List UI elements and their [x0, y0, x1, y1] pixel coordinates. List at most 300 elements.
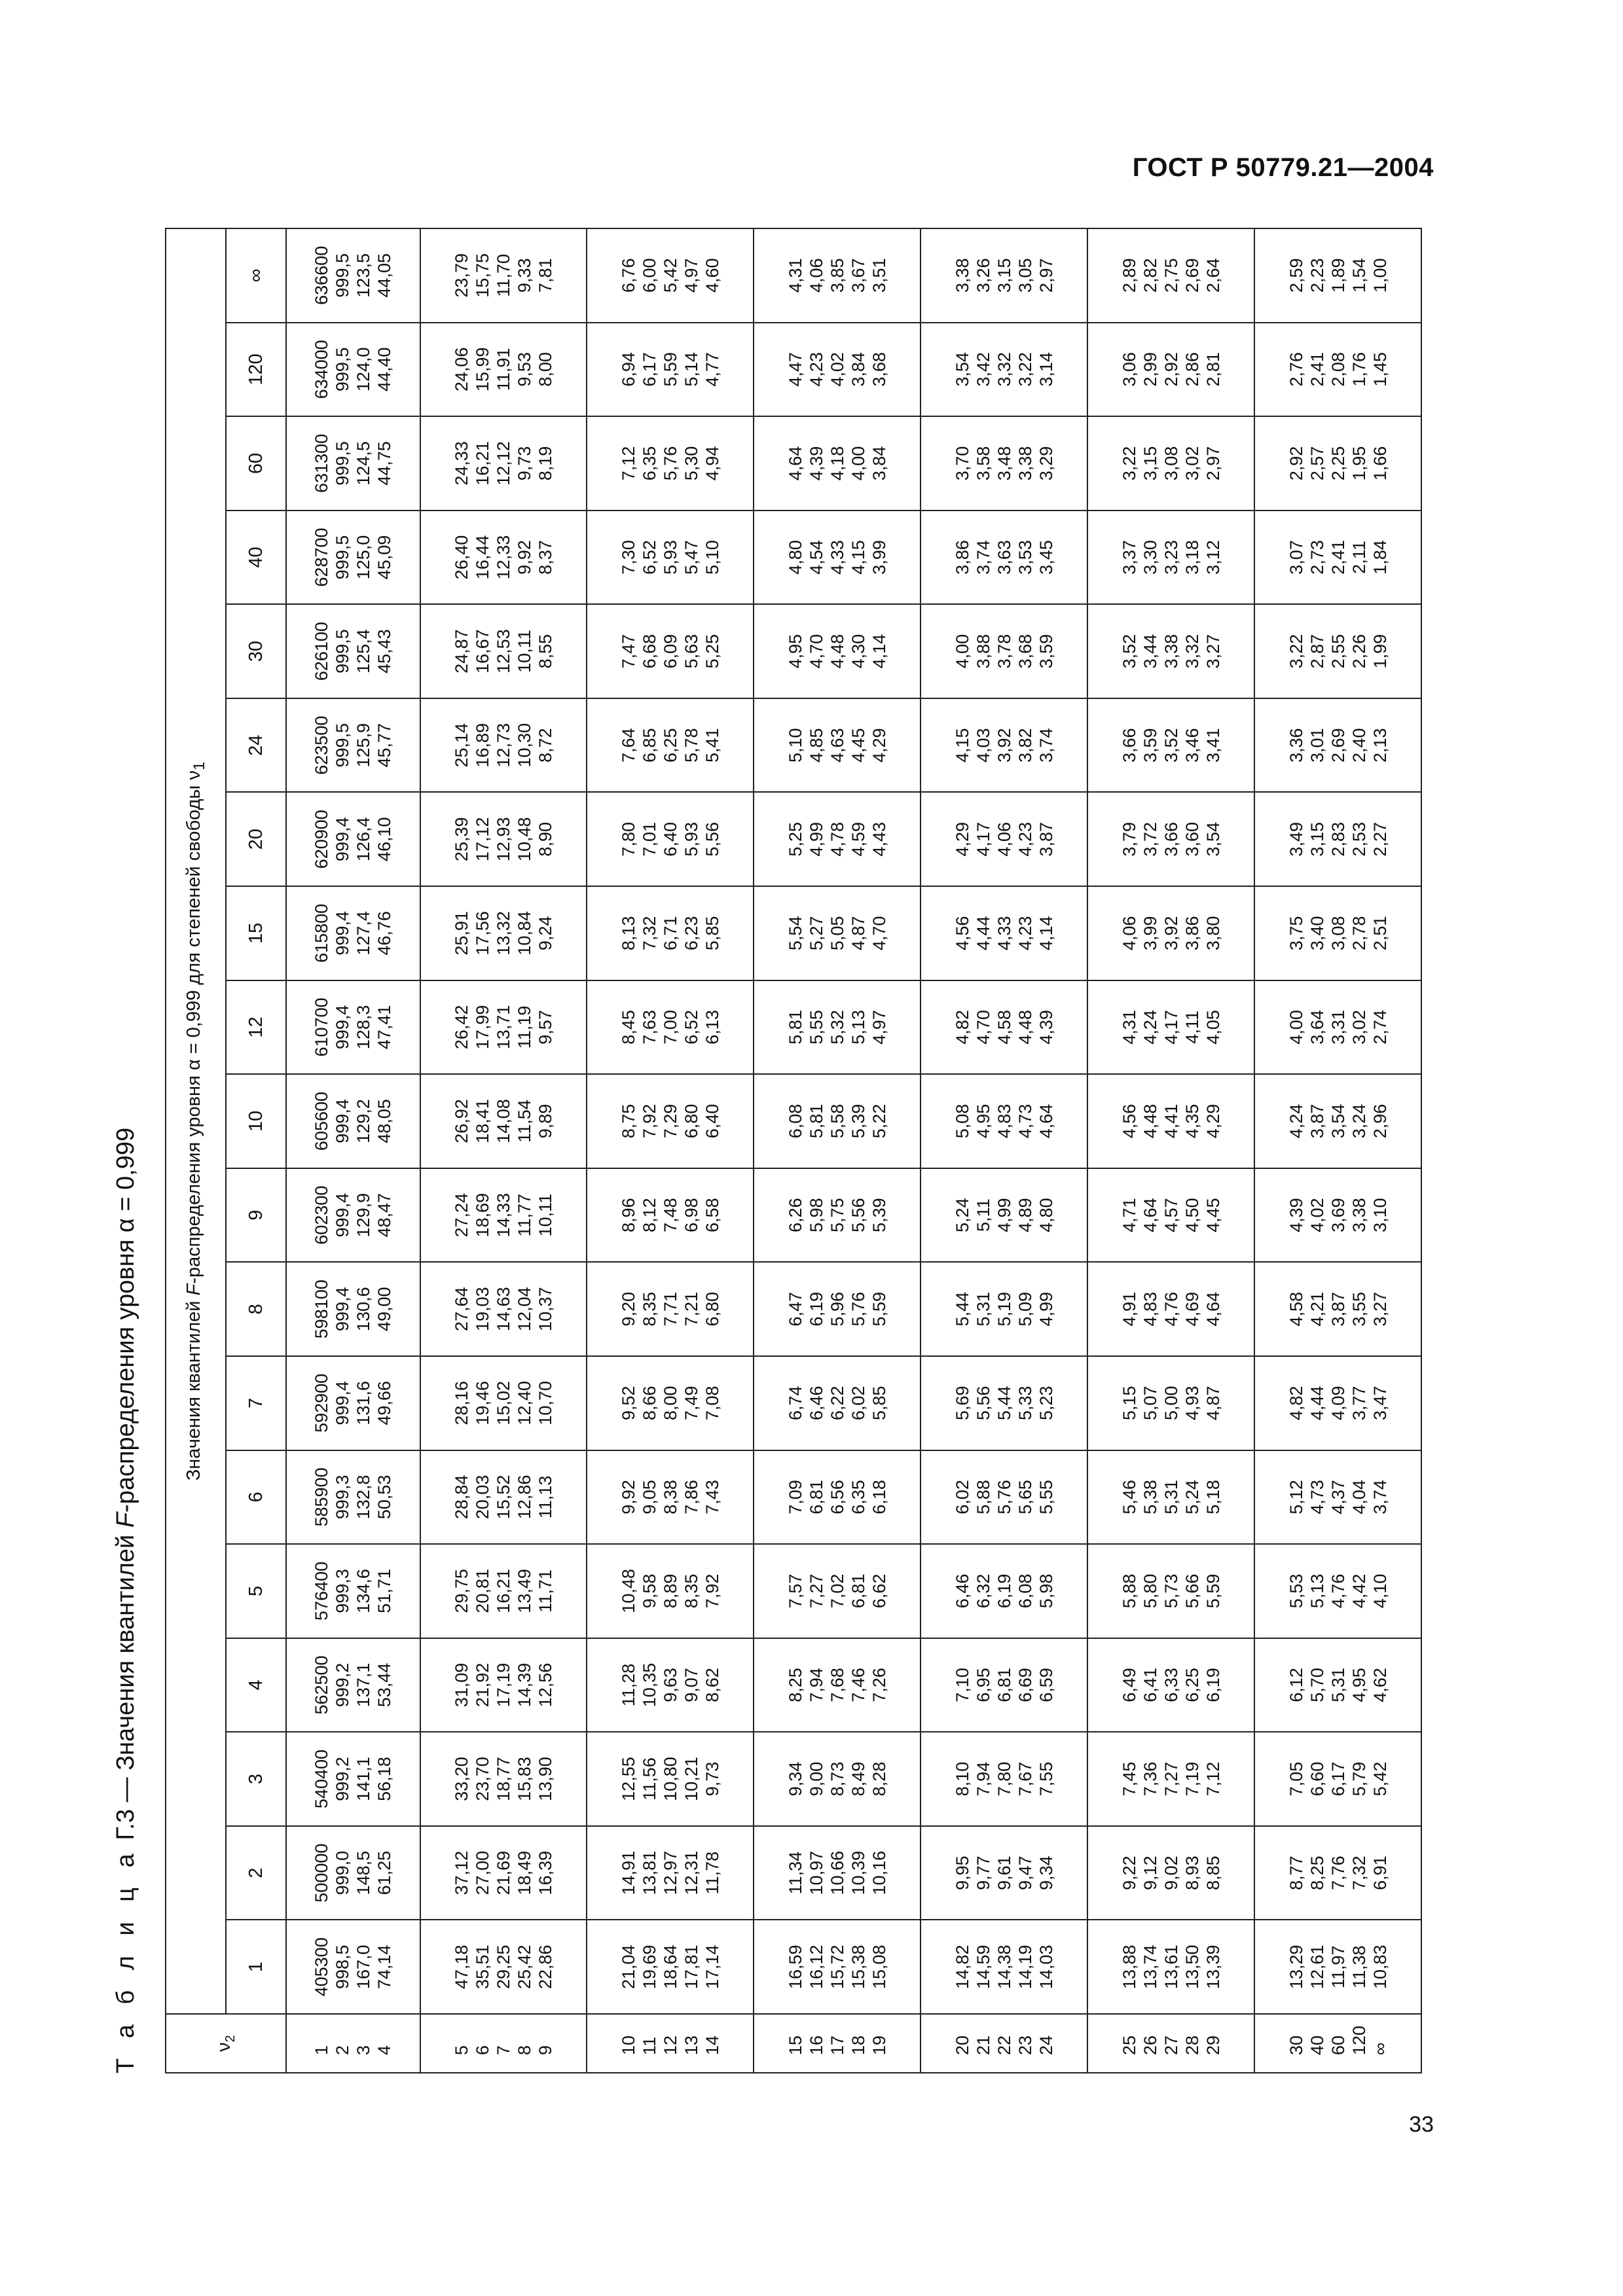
- quantile-value: 9,34: [785, 1761, 805, 1797]
- quantile-value: 13,88: [1119, 1945, 1139, 1989]
- quantile-value: 4,80: [785, 540, 805, 575]
- quantile-value: 3,32: [1182, 634, 1202, 669]
- quantile-value: 13,32: [494, 911, 513, 956]
- quantile-value: 20,81: [473, 1569, 492, 1613]
- quantile-value: 4,14: [1036, 916, 1056, 951]
- quantile-value: 6,74: [785, 1386, 805, 1421]
- v1-column-header: 12: [226, 980, 286, 1075]
- quantile-value: 6,71: [660, 916, 680, 951]
- caption-number: Г.3: [112, 1809, 139, 1840]
- quantile-value: 6,13: [702, 1010, 722, 1045]
- quantile-cell: [587, 886, 754, 980]
- quantile-value: 3,49: [1286, 822, 1306, 857]
- quantile-cell: [286, 1074, 420, 1168]
- quantile-cell: [420, 1920, 587, 2014]
- quantile-value: 5,75: [827, 1198, 847, 1232]
- quantile-value: 5,39: [848, 1103, 868, 1139]
- quantile-value: 2,99: [1140, 352, 1160, 387]
- quantile-value: 9,58: [639, 1573, 659, 1609]
- quantile-cell: [587, 1826, 754, 1920]
- quantile-value: 7,27: [806, 1573, 826, 1609]
- quantile-value: 4,73: [1015, 1103, 1035, 1139]
- nu2-values-cell: [1087, 2014, 1254, 2073]
- quantile-value: 18,49: [515, 1850, 534, 1895]
- quantile-value: 2,97: [1203, 446, 1223, 481]
- quantile-value: 6,08: [1015, 1573, 1035, 1609]
- quantile-value: 6,52: [639, 540, 659, 575]
- quantile-value: 7,48: [660, 1198, 680, 1232]
- v1-column-header: 24: [226, 698, 286, 793]
- quantile-value: 3,54: [1203, 822, 1223, 857]
- quantile-value: 14,39: [515, 1662, 534, 1708]
- quantile-cell: [1254, 698, 1421, 793]
- quantile-value: 3,38: [1161, 634, 1181, 669]
- quantile-value: 620900: [312, 810, 332, 869]
- quantile-value: 10,83: [1370, 1945, 1390, 1989]
- quantile-value: 125,4: [354, 629, 374, 673]
- v1-column-header: 2: [226, 1826, 286, 1920]
- quantile-value: 6,35: [639, 446, 659, 481]
- quantile-value: 23,79: [452, 253, 471, 298]
- quantile-value: 124,5: [354, 441, 374, 486]
- quantile-value: 4,56: [1119, 1103, 1139, 1139]
- quantile-value: 5,18: [1203, 1480, 1223, 1515]
- quantile-value: 602300: [312, 1185, 332, 1245]
- quantile-value: 4,54: [806, 540, 826, 575]
- quantile-value: 7,08: [702, 1386, 722, 1421]
- quantile-value: 6,49: [1119, 1668, 1139, 1702]
- group-header-part2: -распределения уровня α = 0,999 для степеней свободы ν: [183, 770, 204, 1284]
- quantile-value: 5,09: [1015, 1291, 1035, 1327]
- quantile-value: 15,52: [494, 1475, 513, 1520]
- quantile-value: 1,99: [1370, 634, 1390, 669]
- quantile-cell: [754, 1826, 921, 1920]
- group-header-part1: Значения квантилей: [183, 1295, 204, 1481]
- quantile-value: 6,25: [1182, 1668, 1202, 1702]
- quantile-value: 5,69: [952, 1386, 972, 1421]
- quantile-value: 615800: [312, 903, 332, 963]
- quantile-value: 14,08: [494, 1099, 513, 1143]
- quantile-value: 6,85: [639, 728, 659, 762]
- quantile-value: 7,32: [639, 916, 659, 951]
- nu2-value: 11: [639, 2036, 659, 2055]
- quantile-cell: [1087, 228, 1254, 323]
- quantile-value: 6,18: [869, 1480, 889, 1515]
- quantile-value: 3,02: [1349, 1010, 1369, 1045]
- quantile-cell: [1254, 1920, 1421, 2014]
- quantile-value: 141,1: [354, 1757, 374, 1801]
- quantile-cell: [921, 698, 1087, 793]
- quantile-value: 4,04: [1349, 1480, 1369, 1515]
- quantile-value: 44,75: [374, 441, 395, 486]
- quantile-cell: [420, 1450, 587, 1545]
- quantile-value: 12,93: [494, 817, 513, 862]
- quantile-value: 9,89: [536, 1103, 555, 1139]
- quantile-value: 124,0: [354, 347, 374, 392]
- quantile-cell: [921, 1262, 1087, 1356]
- quantile-value: 500000: [312, 1843, 332, 1903]
- quantile-value: 585900: [312, 1467, 332, 1527]
- quantile-value: 610700: [312, 997, 332, 1057]
- quantile-value: 47,41: [374, 1005, 395, 1050]
- quantile-value: 5,47: [681, 540, 701, 575]
- quantile-cell: [420, 604, 587, 698]
- quantile-value: 6,19: [994, 1573, 1014, 1609]
- quantile-cell: [286, 1920, 420, 2014]
- rotated-table-area: [105, 228, 1427, 2093]
- quantile-value: 6,17: [639, 352, 659, 387]
- quantile-value: 10,16: [869, 1850, 889, 1895]
- quantile-value: 5,13: [848, 1010, 868, 1045]
- quantile-value: 4,64: [1140, 1198, 1160, 1232]
- quantile-value: 405300: [312, 1937, 332, 1997]
- quantile-value: 13,39: [1203, 1945, 1223, 1989]
- quantile-value: 5,76: [848, 1291, 868, 1327]
- quantile-value: 6,25: [660, 728, 680, 762]
- quantile-value: 5,27: [806, 916, 826, 951]
- quantile-cell: [1254, 604, 1421, 698]
- quantile-value: 5,55: [1036, 1480, 1056, 1515]
- quantile-cell: [1254, 1450, 1421, 1545]
- quantile-value: 8,49: [848, 1761, 868, 1797]
- quantile-value: 11,97: [1328, 1945, 1348, 1988]
- nu2-values-cell: [921, 2014, 1087, 2073]
- quantile-value: 7,12: [618, 446, 638, 481]
- quantile-value: 4,00: [848, 446, 868, 481]
- quantile-value: 3,15: [1307, 822, 1327, 857]
- quantile-value: 126,4: [354, 817, 374, 862]
- quantile-cell: [921, 1920, 1087, 2014]
- quantile-value: 16,39: [536, 1850, 555, 1895]
- quantile-value: 1,76: [1349, 352, 1369, 387]
- document-code: ГОСТ Р 50779.21—2004: [1132, 153, 1434, 182]
- quantile-value: 8,90: [536, 822, 555, 857]
- quantile-value: 11,56: [639, 1757, 659, 1801]
- quantile-value: 999,4: [333, 1287, 353, 1331]
- quantile-value: 29,25: [494, 1945, 513, 1989]
- quantile-value: 5,24: [952, 1198, 972, 1232]
- quantile-value: 999,4: [333, 817, 353, 862]
- quantile-value: 3,44: [1140, 634, 1160, 669]
- quantile-value: 18,69: [473, 1193, 492, 1238]
- caption-rest: -распределения уровня α = 0,999: [112, 1127, 139, 1513]
- quantile-value: 13,81: [639, 1850, 659, 1895]
- quantile-value: 6,91: [1370, 1856, 1390, 1890]
- quantile-value: 4,02: [827, 352, 847, 387]
- quantile-cell: [1087, 698, 1254, 793]
- quantile-value: 8,12: [639, 1198, 659, 1232]
- nu2-value: 6: [473, 2045, 492, 2055]
- quantile-cell: [754, 1262, 921, 1356]
- quantile-value: 127,4: [354, 911, 374, 956]
- quantile-value: 1,89: [1328, 258, 1348, 293]
- quantile-value: 4,97: [681, 258, 701, 293]
- quantile-value: 5,81: [785, 1010, 805, 1045]
- quantile-value: 4,17: [973, 822, 993, 857]
- quantile-value: 4,93: [1182, 1386, 1202, 1421]
- v1-column-header: 120: [226, 323, 286, 417]
- quantile-value: 6,26: [785, 1198, 805, 1232]
- quantile-value: 6,62: [869, 1573, 889, 1609]
- quantile-value: 12,53: [494, 629, 513, 673]
- quantile-cell: [754, 604, 921, 698]
- quantile-value: 134,6: [354, 1569, 374, 1613]
- quantile-value: 45,77: [374, 723, 395, 768]
- quantile-value: 3,27: [1203, 634, 1223, 669]
- quantile-cell: [420, 1826, 587, 1920]
- quantile-value: 18,64: [660, 1945, 680, 1989]
- v1-column-header: 15: [226, 886, 286, 980]
- quantile-value: 2,92: [1286, 446, 1306, 481]
- quantile-cell: [921, 511, 1087, 605]
- quantile-value: 4,57: [1161, 1198, 1181, 1232]
- quantile-value: 9,00: [806, 1761, 826, 1797]
- quantile-cell: [1254, 1732, 1421, 1826]
- quantile-cell: [1087, 604, 1254, 698]
- quantile-value: 3,55: [1349, 1291, 1369, 1327]
- quantile-value: 5,42: [1370, 1761, 1390, 1797]
- quantile-value: 8,72: [536, 728, 555, 762]
- quantile-value: 3,22: [1015, 352, 1035, 387]
- quantile-value: 2,53: [1349, 822, 1369, 857]
- quantile-value: 4,24: [1140, 1010, 1160, 1045]
- quantile-value: 4,43: [869, 822, 889, 857]
- quantile-cell: [420, 698, 587, 793]
- quantile-value: 7,71: [660, 1291, 680, 1327]
- quantile-value: 3,67: [848, 258, 868, 293]
- quantile-value: 7,30: [618, 540, 638, 575]
- nu2-value: 30: [1286, 2035, 1306, 2055]
- quantile-value: 6,02: [848, 1386, 868, 1421]
- quantile-value: 4,05: [1203, 1010, 1223, 1045]
- quantile-value: 4,64: [1036, 1103, 1056, 1139]
- quantile-value: 10,70: [536, 1380, 555, 1426]
- quantile-cell: [420, 323, 587, 417]
- quantile-value: 4,64: [785, 446, 805, 481]
- quantile-value: 2,78: [1349, 916, 1369, 951]
- quantile-value: 4,58: [994, 1010, 1014, 1045]
- quantile-value: 9,63: [660, 1668, 680, 1702]
- quantile-value: 6,46: [806, 1386, 826, 1421]
- quantile-value: 4,37: [1328, 1480, 1348, 1515]
- quantile-value: 3,48: [994, 446, 1014, 481]
- nu2-value: 8: [515, 2045, 534, 2055]
- quantile-value: 9,20: [618, 1291, 638, 1327]
- quantile-value: 17,81: [681, 1945, 701, 1989]
- quantile-value: 8,37: [536, 540, 555, 575]
- quantile-value: 7,92: [702, 1573, 722, 1609]
- quantile-value: 5,96: [827, 1291, 847, 1327]
- quantile-value: 45,09: [374, 535, 395, 580]
- nu2-values-cell: [420, 2014, 587, 2073]
- quantile-value: 14,59: [973, 1945, 993, 1989]
- quantile-value: 7,05: [1286, 1761, 1306, 1797]
- quantile-value: 24,87: [452, 629, 471, 673]
- quantile-value: 8,89: [660, 1573, 680, 1609]
- quantile-value: 7,45: [1119, 1761, 1139, 1797]
- table-row-group: [587, 228, 754, 2073]
- quantile-value: 3,53: [1015, 540, 1035, 575]
- nu2-subscript: 2: [223, 2035, 238, 2043]
- quantile-value: 1,66: [1370, 446, 1390, 481]
- quantile-value: 6,09: [660, 634, 680, 669]
- quantile-value: 3,99: [869, 540, 889, 575]
- quantile-value: 4,45: [848, 728, 868, 762]
- quantile-value: 10,84: [515, 911, 534, 956]
- quantile-value: 4,29: [1203, 1103, 1223, 1139]
- group-header-f: F: [183, 1283, 204, 1296]
- quantile-value: 6,41: [1140, 1668, 1160, 1702]
- quantile-value: 4,39: [806, 446, 826, 481]
- quantile-value: 3,38: [1015, 446, 1035, 481]
- quantile-value: 4,35: [1182, 1103, 1202, 1139]
- quantile-value: 3,42: [973, 352, 993, 387]
- quantile-value: 4,94: [702, 446, 722, 481]
- quantile-value: 25,39: [452, 817, 471, 862]
- quantile-value: 23,70: [473, 1757, 492, 1801]
- quantile-value: 11,71: [536, 1570, 555, 1613]
- nu2-value: 13: [681, 2035, 701, 2055]
- quantile-value: 8,13: [618, 916, 638, 951]
- quantile-value: 33,20: [452, 1757, 471, 1801]
- quantile-value: 3,74: [973, 540, 993, 575]
- quantile-value: 10,48: [618, 1569, 638, 1613]
- quantile-value: 12,33: [494, 535, 513, 580]
- quantile-cell: [921, 323, 1087, 417]
- quantile-value: 15,75: [473, 253, 492, 298]
- quantile-value: 11,54: [515, 1100, 534, 1143]
- quantile-value: 4,23: [1015, 822, 1035, 857]
- quantile-value: 7,27: [1161, 1761, 1181, 1797]
- quantile-cell: [587, 792, 754, 886]
- quantile-value: 10,97: [806, 1850, 826, 1895]
- quantile-value: 9,53: [515, 352, 534, 387]
- quantile-value: 3,88: [973, 634, 993, 669]
- v1-column-header: 20: [226, 792, 286, 886]
- quantile-value: 3,78: [994, 634, 1014, 669]
- quantile-value: 10,80: [660, 1757, 680, 1801]
- quantile-value: 6,56: [827, 1480, 847, 1515]
- nu2-value: 2: [333, 2045, 353, 2055]
- quantile-value: 4,29: [869, 728, 889, 762]
- quantile-value: 3,52: [1119, 634, 1139, 669]
- nu2-value: 60: [1328, 2035, 1348, 2055]
- quantile-value: 999,3: [333, 1569, 353, 1613]
- quantile-cell: [921, 1638, 1087, 1732]
- quantile-value: 6,80: [681, 1103, 701, 1139]
- quantile-value: 5,41: [702, 728, 722, 762]
- quantile-value: 4,42: [1349, 1573, 1369, 1609]
- quantile-value: 27,64: [452, 1287, 471, 1331]
- quantile-value: 128,3: [354, 1005, 374, 1050]
- quantile-value: 50,53: [374, 1475, 395, 1520]
- quantile-value: 6,19: [806, 1291, 826, 1327]
- quantile-value: 4,02: [1307, 1198, 1327, 1232]
- quantile-cell: [286, 323, 420, 417]
- v1-column-header: 6: [226, 1450, 286, 1545]
- quantile-value: 6,47: [785, 1291, 805, 1327]
- quantile-value: 999,2: [333, 1757, 353, 1801]
- quantile-cell: [420, 1544, 587, 1638]
- quantile-value: 14,03: [1036, 1945, 1056, 1989]
- quantile-value: 12,97: [660, 1850, 680, 1895]
- quantile-value: 605600: [312, 1091, 332, 1151]
- quantile-cell: [286, 980, 420, 1075]
- quantile-value: 9,77: [973, 1856, 993, 1890]
- quantile-value: 5,98: [1036, 1573, 1056, 1609]
- quantile-value: 17,99: [473, 1005, 492, 1050]
- quantile-value: 6,12: [1286, 1668, 1306, 1702]
- quantile-value: 35,51: [473, 1945, 492, 1989]
- quantile-cell: [754, 886, 921, 980]
- quantile-value: 8,62: [702, 1668, 722, 1702]
- quantile-value: 2,76: [1286, 352, 1306, 387]
- quantile-value: 6,02: [952, 1480, 972, 1515]
- v1-column-header: 10: [226, 1074, 286, 1168]
- quantile-value: 14,38: [994, 1945, 1014, 1989]
- quantile-cell: [286, 1168, 420, 1263]
- quantile-cell: [587, 1168, 754, 1263]
- quantile-value: 125,0: [354, 535, 374, 580]
- quantile-value: 4,56: [952, 916, 972, 951]
- quantile-value: 137,1: [354, 1662, 374, 1708]
- quantile-value: 3,01: [1307, 728, 1327, 762]
- quantile-cell: [420, 980, 587, 1075]
- quantile-value: 3,02: [1182, 446, 1202, 481]
- quantile-value: 9,12: [1140, 1856, 1160, 1890]
- quantile-value: 14,82: [952, 1945, 972, 1989]
- quantile-value: 6,40: [660, 822, 680, 857]
- quantile-value: 4,87: [1203, 1386, 1223, 1421]
- quantile-cell: [420, 228, 587, 323]
- quantile-value: 9,24: [536, 916, 555, 951]
- quantile-cell: [587, 228, 754, 323]
- quantile-value: 2,13: [1370, 728, 1390, 762]
- group-header-subscript: 1: [190, 761, 208, 771]
- quantile-value: 4,82: [1286, 1386, 1306, 1421]
- quantile-value: 3,46: [1182, 728, 1202, 762]
- quantile-value: 8,00: [660, 1386, 680, 1421]
- quantile-value: 3,15: [994, 258, 1014, 293]
- quantile-value: 3,32: [994, 352, 1014, 387]
- quantile-cell: [754, 323, 921, 417]
- quantile-value: 9,73: [515, 446, 534, 481]
- quantile-value: 14,19: [1015, 1945, 1035, 1989]
- quantile-value: 7,46: [848, 1668, 868, 1702]
- quantile-value: 598100: [312, 1280, 332, 1339]
- quantile-value: 6,33: [1161, 1668, 1181, 1702]
- quantile-value: 13,74: [1140, 1945, 1160, 1989]
- nu2-value: 14: [702, 2035, 722, 2055]
- quantile-value: 999,4: [333, 1380, 353, 1426]
- quantile-value: 11,70: [494, 254, 513, 297]
- quantile-value: 5,10: [702, 540, 722, 575]
- quantile-cell: [1254, 1262, 1421, 1356]
- quantile-cell: [587, 604, 754, 698]
- quantile-value: 3,68: [1015, 634, 1035, 669]
- quantile-value: 47,18: [452, 1945, 471, 1989]
- quantile-value: 3,99: [1140, 916, 1160, 951]
- quantile-value: 4,83: [1140, 1291, 1160, 1327]
- quantile-value: 3,52: [1161, 728, 1181, 762]
- quantile-value: 4,06: [994, 822, 1014, 857]
- quantile-value: 26,92: [452, 1099, 471, 1143]
- quantile-value: 45,43: [374, 629, 395, 673]
- quantile-value: 3,85: [827, 258, 847, 293]
- quantile-value: 22,86: [536, 1945, 555, 1989]
- quantile-value: 5,33: [1015, 1386, 1035, 1421]
- quantile-value: 6,22: [827, 1386, 847, 1421]
